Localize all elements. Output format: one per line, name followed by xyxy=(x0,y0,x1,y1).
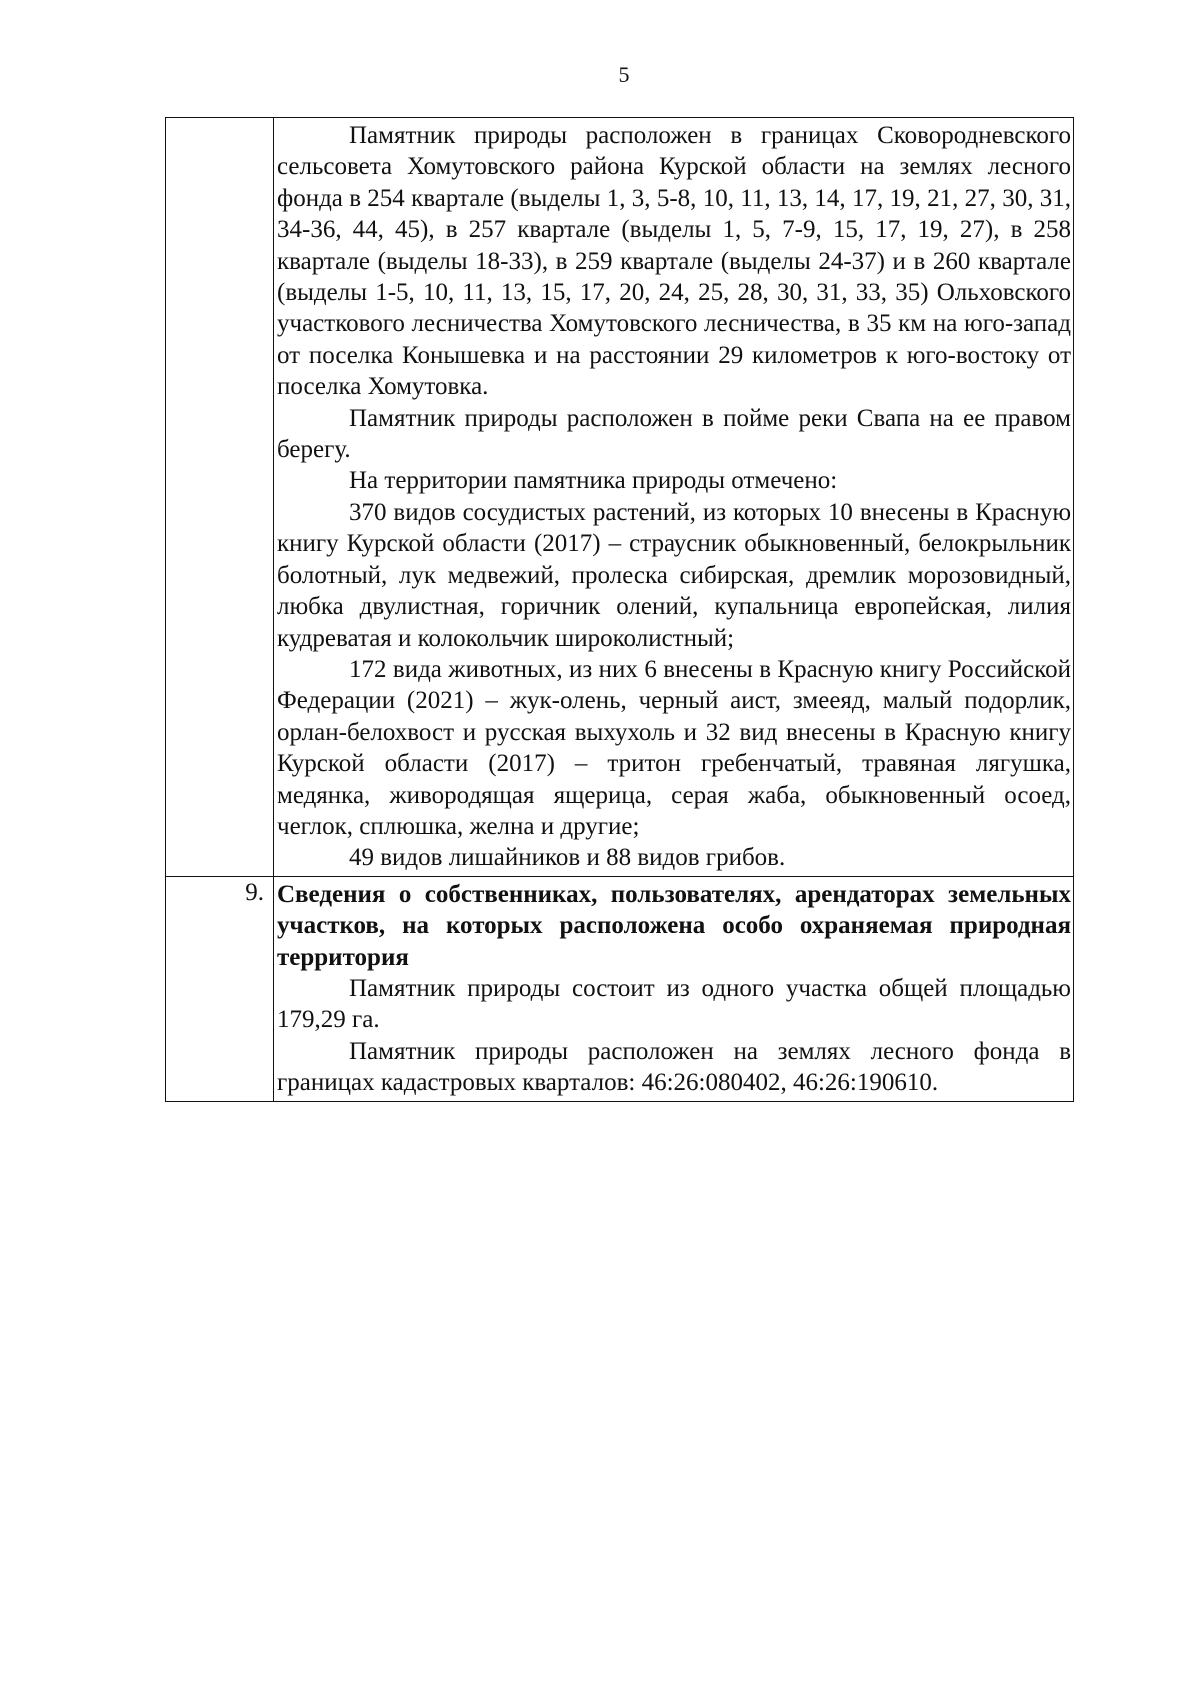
document-table xyxy=(165,117,1074,1102)
paragraph-animals: 172 вида животных, из них 6 внесены в Красную книгу Российской Федерации (2021) – жук-олень, черный аист, змееяд, малый подорлик, орлан-белохвост и русская выхухоль и 32 вид внесены в Красную книгу Курской области (2017) – тритон гребенчатый, травяная лягушка, медянка, живородящая ящерица, серая жаба, обыкновенный осоед, чеглок, сплюшка, желна и другие; xyxy=(277,655,1071,840)
paragraph-floodplain: Памятник природы расположен в пойме реки Свапа на ее правом берегу. xyxy=(277,404,1071,464)
table-row xyxy=(166,118,1074,877)
paragraph-location: Памятник природы расположен в границах Сковородневского сельсовета Хомутовского района Курской области на землях лесного фонда в 254 квартале (выделы 1, 3, 5-8, 10, 11, 13, 14, 17, 19, 21, 27, 30, 31, 34-36, 44, 45), в 257 квартале (выделы 1, 5, 7-9, 15, 17, 19, 27), в 258 квартале (выделы 18-33), в 259 квартале (выделы 24-37) и в 260 квартале (выделы 1-5, 10, 11, 13, 15, 17, 20, 24, 25, 28, 30, 31, 33, 35) Ольховского участкового лесничества Хомутовского лесничества, в 35 км на юго-запад от поселка Конышевка и на расстоянии 29 километров к юго-востоку от поселка Хомутовка. xyxy=(277,122,1071,401)
paragraph-cadastral: Памятник природы расположен на землях лесного фонда в границах кадастровых кварталов: 46:26:080402, 46:26:190610. xyxy=(277,1037,1071,1097)
paragraph-noted: На территории памятника природы отмечено: xyxy=(349,467,838,495)
page-number: 5 xyxy=(618,62,630,87)
paragraph-area: Памятник природы состоит из одного участка общей площадью 179,29 га. xyxy=(277,974,1071,1034)
row-content-cell xyxy=(274,118,1074,877)
paragraph-plants: 370 видов сосудистых растений, из которых 10 внесены в Красную книгу Курской области (2017) – страусник обыкновенный, белокрыльник болотный, лук медвежий, пролеска сибирская, дремлик морозовидный, любка двулистная, горичник олений, купальница европейская, лилия кудреватая и колокольчик широколистный; xyxy=(277,498,1071,652)
row-number-cell: 9. xyxy=(166,876,274,1101)
table-row xyxy=(166,876,1074,1101)
row-number-cell xyxy=(166,118,274,877)
section-heading: Сведения о собственниках, пользователях, арендаторах земельных участков, на которых расположена особо охраняемая природная территория xyxy=(277,880,1071,971)
row-content-cell xyxy=(274,876,1074,1101)
paragraph-lichens-fungi: 49 видов лишайников и 88 видов грибов. xyxy=(349,844,786,872)
